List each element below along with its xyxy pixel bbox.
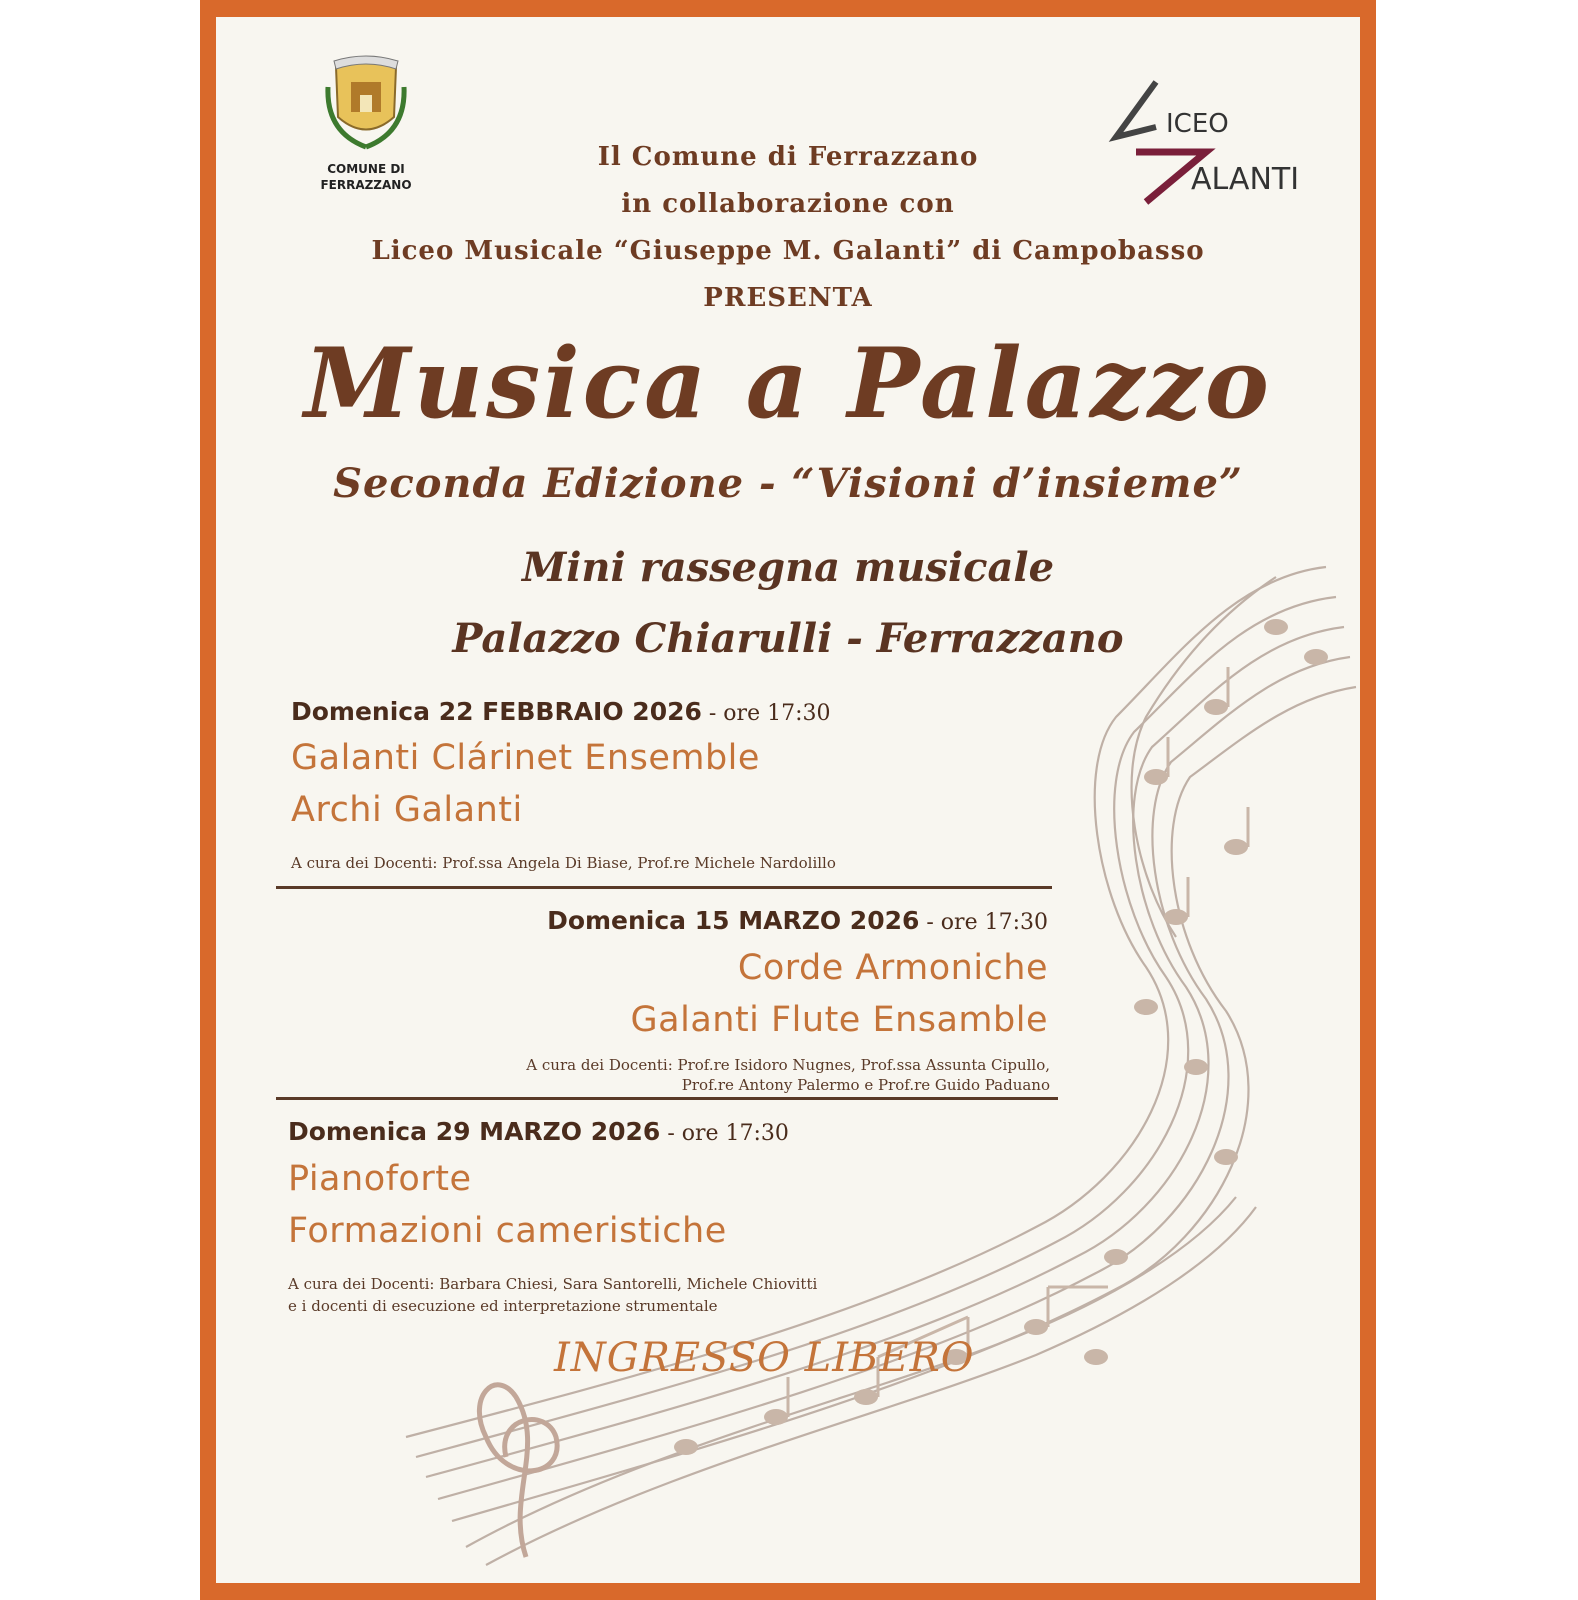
event-1-act-1: Galanti Clárinet Ensemble (291, 738, 760, 778)
event-3-date (288, 1117, 789, 1146)
treble-clef-icon (479, 1385, 557, 1557)
event-3-act-2: Formazioni cameristiche (288, 1211, 727, 1251)
event-2-time: - ore 17:30 (919, 910, 1048, 935)
event-3-act-1: Pianoforte (288, 1159, 472, 1199)
poster-frame (200, 0, 1376, 1600)
event-3-time: - ore 17:30 (660, 1121, 789, 1146)
event-subtitle: Seconda Edizione - “Visioni d’insieme” (333, 460, 1243, 507)
event-3-credit-line-2: e i docenti di esecuzione ed interpretazione strumentale (288, 1297, 718, 1315)
event-1-date (291, 697, 831, 726)
liceo-logo-bottom-word: ALANTI (1191, 162, 1300, 197)
liceo-logo-top-word: ICEO (1166, 109, 1229, 139)
event-3-date-text: Domenica 29 MARZO 2026 (288, 1117, 661, 1146)
event-2-credit-line-2: Prof.re Antony Palermo e Prof.re Guido Paduano (681, 1076, 1050, 1094)
tagline-1: Mini rassegna musicale (521, 544, 1055, 591)
poster-body (216, 17, 1360, 1583)
event-1-act-2: Archi Galanti (291, 790, 523, 830)
event-2-act-1: Corde Armoniche (737, 948, 1048, 988)
crest-label-line1: COMUNE DI (327, 162, 405, 176)
divider-2 (276, 1097, 1058, 1100)
event-1-date-text: Domenica 22 FEBBRAIO 2026 (291, 697, 702, 726)
event-1-credit: A cura dei Docenti: Prof.ssa Angela Di Biase, Prof.re Michele Nardolillo (291, 854, 836, 872)
crest-label-line2: FERRAZZANO (320, 178, 412, 192)
crest-icon (316, 47, 416, 157)
event-2-act-2: Galanti Flute Ensamble (630, 1000, 1048, 1040)
header-line-4: PRESENTA (703, 283, 873, 313)
event-2-date-text: Domenica 15 MARZO 2026 (547, 906, 920, 935)
event-3-credit-line-1: A cura dei Docenti: Barbara Chiesi, Sara Santorelli, Michele Chiovitti (288, 1275, 818, 1293)
free-entry-notice: INGRESSO LIBERO (554, 1335, 975, 1381)
event-1-time: - ore 17:30 (701, 701, 831, 726)
header-line-1: Il Comune di Ferrazzano (597, 142, 979, 172)
event-title: Musica a Palazzo (304, 327, 1272, 440)
divider-1 (276, 886, 1052, 889)
event-2-credit-line-1: A cura dei Docenti: Prof.re Isidoro Nugnes, Prof.ssa Assunta Cipullo, (526, 1056, 1050, 1074)
tagline-2: Palazzo Chiarulli - Ferrazzano (452, 615, 1124, 662)
header-line-3: Liceo Musicale “Giuseppe M. Galanti” di Campobasso (371, 236, 1205, 266)
event-2-date (547, 906, 1048, 935)
header-line-2: in collaborazione con (621, 189, 955, 219)
